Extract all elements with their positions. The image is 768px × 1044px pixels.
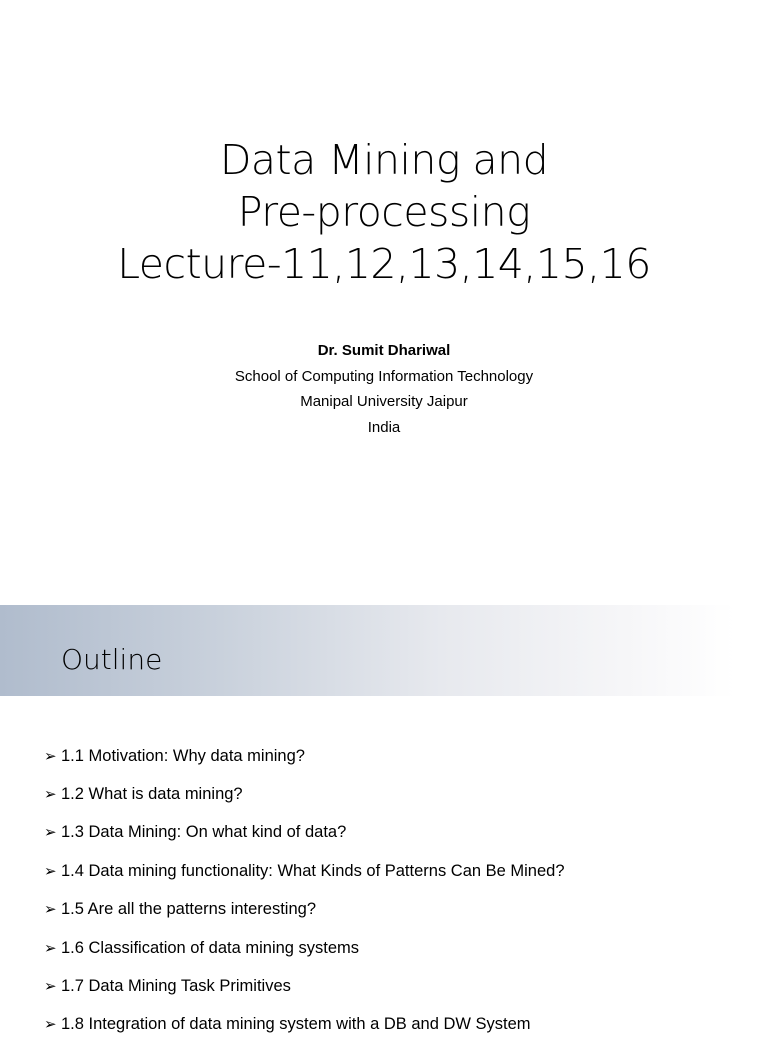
outline-item-text: 1.5 Are all the patterns interesting?: [61, 900, 316, 919]
arrow-bullet-icon: ➢: [44, 747, 57, 765]
arrow-bullet-icon: ➢: [44, 939, 57, 957]
outline-item: [44, 929, 565, 967]
outline-heading: Outline: [61, 643, 163, 676]
outline-item: [44, 967, 565, 1005]
author-name: Dr. Sumit Dhariwal: [317, 342, 451, 359]
title-line-2: Pre-processing: [237, 188, 531, 236]
outline-item: [44, 737, 565, 775]
outline-item: [44, 852, 565, 890]
affiliation-university: Manipal University Jaipur: [300, 393, 468, 411]
slide-title: [0, 134, 768, 290]
outline-list: [44, 737, 565, 1044]
outline-item: [44, 814, 565, 852]
arrow-bullet-icon: ➢: [44, 1016, 57, 1034]
affiliation-school: School of Computing Information Technology: [234, 367, 534, 385]
arrow-bullet-icon: ➢: [44, 824, 57, 842]
outline-item-text: 1.2 What is data mining?: [61, 785, 243, 804]
arrow-bullet-icon: ➢: [44, 901, 57, 919]
outline-item: [44, 775, 565, 813]
title-line-1: Data Mining and: [219, 136, 549, 184]
title-line-3: Lecture-11,12,13,14,15,16: [117, 240, 651, 288]
outline-item-text: 1.4 Data mining functionality: What Kinds of Patterns Can Be Mined?: [61, 861, 565, 880]
arrow-bullet-icon: ➢: [44, 786, 57, 804]
outline-item-text: 1.7 Data Mining Task Primitives: [61, 977, 291, 996]
affiliation-country: India: [367, 418, 401, 436]
arrow-bullet-icon: ➢: [44, 862, 57, 880]
outline-item-text: 1.8 Integration of data mining system with a DB and DW System: [61, 1015, 531, 1034]
outline-item: [44, 1006, 565, 1044]
outline-item-text: 1.3 Data Mining: On what kind of data?: [61, 823, 347, 842]
outline-item-text: 1.1 Motivation: Why data mining?: [61, 746, 305, 765]
arrow-bullet-icon: ➢: [44, 978, 57, 996]
outline-item-text: 1.6 Classification of data mining systems: [61, 938, 360, 957]
outline-item: [44, 891, 565, 929]
author-info: [0, 338, 768, 440]
